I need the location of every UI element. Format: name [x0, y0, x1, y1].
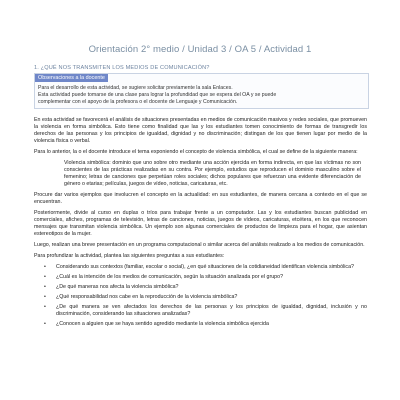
- questions-intro: Para profundizar la actividad, plantea las siguientes preguntas a sus estudiantes:: [34, 253, 225, 259]
- intro-paragraph: En esta actividad se favorecerá el análisis de situaciones presentadas en medios de comunicación masivos y redes sociales, que promueven la violencia en forma simbólica. Esto tiene como finalidad que las y los estudiantes tomen conocimiento de formas de transgredir los derechos de las personas y los principios de igualdad, dignidad y no discriminación; distingan de los que tienen lugar por medio de la violencia física o verbal.: [34, 117, 367, 144]
- list-item: • ¿De qué manera se ven afectados los derechos de las personas y los principios de igualdad, dignidad, inclusión y no discriminación, considerando las situaciones analizadas?: [34, 304, 367, 318]
- question-list: [34, 264, 367, 328]
- list-item: • ¿Conocen a alguien que se haya sentido agredido mediante la violencia simbólica ejercida: [34, 321, 367, 328]
- list-item: • ¿Qué responsabilidad nos cabe en la reproducción de la violencia simbólica?: [34, 294, 367, 301]
- definition-paragraph: Violencia simbólica: dominio que uno sobre otro mediante una acción ejercida en forma indirecta, en que las víctimas no son conscientes de las prácticas realizadas en su contra. Por ejemplo, estudios que reproducen el dominio masculino sobre el femenino; letras de canciones que perpetúan roles sociales; dichos populares que refuerzan una evidente diferenciación de género o etarias; películas, juegos de vídeo, noticias, caricaturas, etc.: [64, 160, 361, 187]
- examples-paragraph: Procure dar varios ejemplos que involucren el concepto en la actualidad: en sus estudiantes, de manera cercana a contexto en el que se encuentran.: [34, 192, 367, 205]
- page-title: Orientación 2° medio / Unidad 3 / OA 5 / Actividad 1: [88, 44, 312, 55]
- observations-heading: Observaciones a la docente: [35, 74, 108, 82]
- list-item: • ¿De qué maneras nos afecta la violencia simbólica?: [34, 284, 367, 291]
- groupwork-paragraph: Posteriormente, divide al curso en duplas o tríos para trabajar frente a un computador. Las y los estudiantes buscan publicidad en comerciales, afiches, programas de televisión, letras de canciones, noticias, juegos de vídeos, caricaturas, etcétera, en los que reconocen mensajes que transmitan violencia simbólica. Un ejemplo son algunas comerciales de productos de limpieza para el hogar, que asientan estereotipos de la mujer.: [34, 210, 367, 237]
- activity-body: [34, 117, 367, 331]
- section-heading: 1. ¿QUÉ NOS TRANSMITEN LOS MEDIOS DE COMUNICACIÓN?: [34, 65, 210, 71]
- list-item: • Considerando sus contextos (familiar, escolar o social), ¿en qué situaciones de la cotidianeidad identifican violencia simbólica?: [34, 264, 367, 271]
- concept-paragraph: Para lo anterior, la o el docente introduce el tema exponiendo el concepto de violencia simbólica, el cual se define de la siguiente manera:: [34, 149, 358, 155]
- observations-line: complementar con el apoyo de la profesora o el docente de Lenguaje y Comunicación.: [38, 99, 238, 105]
- presentation-paragraph: Luego, realizan una breve presentación en un programa computacional o similar acerca del análisis realizado a los medios de comunicación.: [34, 242, 365, 248]
- list-item: • ¿Cuál es la intención de los medios de comunicación, según la situación analizada por el grupo?: [34, 274, 367, 281]
- observations-line: Para el desarrollo de esta actividad, se sugiere solicitar previamente la sala Enlaces.: [38, 85, 233, 91]
- observations-box: [34, 73, 369, 109]
- observations-line: Esta actividad puede tomarse de una clase para lograr la profundidad que se espera del OA y se puede: [38, 92, 277, 98]
- observations-text: [38, 85, 365, 106]
